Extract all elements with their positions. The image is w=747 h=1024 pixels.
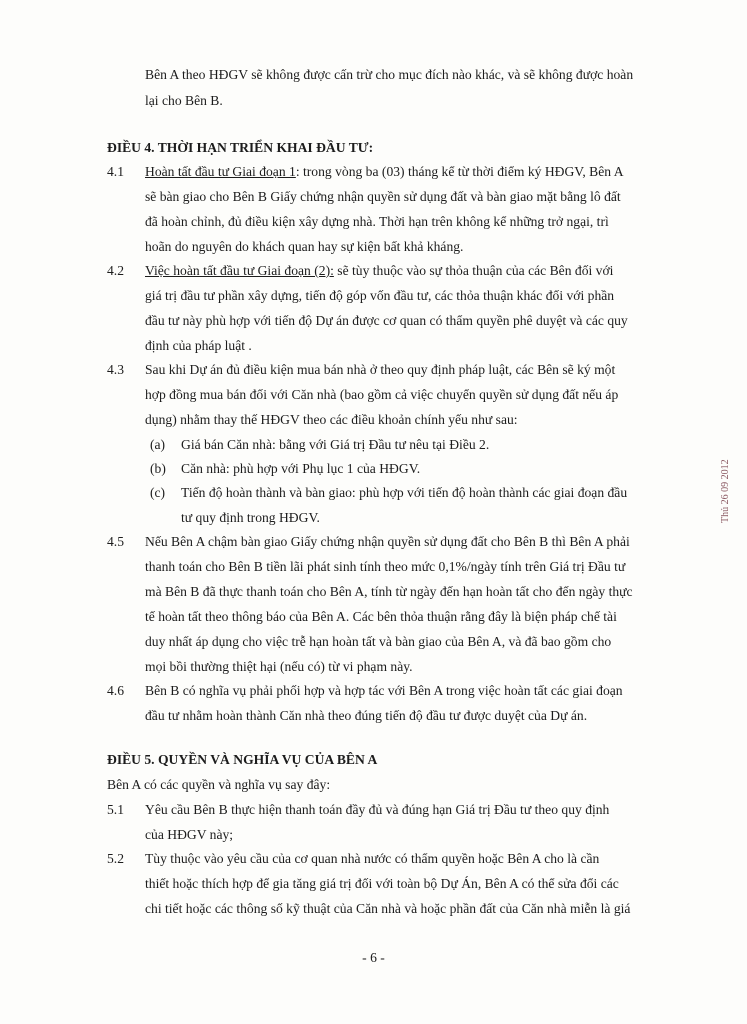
paragraph-line: Tùy thuộc vào yêu cầu của cơ quan nhà nước có thẩm quyền hoặc Bên A cho là cần: [145, 851, 600, 866]
section-text: : trong vòng ba (03) tháng kể từ thời điểm ký HĐGV, Bên A: [295, 164, 624, 179]
handwritten-margin-note: [718, 385, 738, 525]
list-item: Tiến độ hoàn thành và bàn giao: phù hợp với tiến độ hoàn thành các giai đoạn đầu: [181, 485, 628, 500]
section-number: 5.1: [107, 802, 124, 817]
paragraph-line: của HĐGV này;: [145, 827, 234, 842]
section-number: 4.1: [107, 164, 124, 179]
paragraph-line: thanh toán cho Bên B tiền lãi phát sinh tính theo mức 0,1%/ngày tính trên Giá trị Đầu tư: [145, 559, 626, 574]
paragraph-line: giá trị đầu tư phần xây dựng, tiến độ góp vốn đầu tư, các thỏa thuận khác đối với phần: [145, 288, 615, 303]
margin-note-text: Thủ 26 09 2012: [720, 459, 731, 523]
list-item: Căn nhà: phù hợp với Phụ lục 1 của HĐGV.: [181, 461, 421, 476]
item-label: (c): [150, 485, 166, 500]
paragraph-line: Nếu Bên A chậm bàn giao Giấy chứng nhận quyền sử dụng đất cho Bên B thì Bên A phải: [145, 534, 630, 549]
paragraph-line: định của pháp luật .: [145, 338, 252, 353]
list-item: tư quy định trong HĐGV.: [181, 510, 320, 525]
section-number: 4.6: [107, 683, 124, 698]
section-number: 5.2: [107, 851, 124, 866]
paragraph-line: mà Bên B đã thực thanh toán cho Bên A, tính từ ngày đến hạn hoàn tất cho đến ngày thực: [145, 584, 633, 599]
paragraph-line: lại cho Bên B.: [145, 93, 223, 108]
section-4-2-first-line: [145, 262, 613, 280]
section-number: 4.2: [107, 263, 124, 278]
section-title: Hoàn tất đầu tư Giai đoạn 1: [145, 164, 296, 179]
paragraph-line: đầu tư nhằm hoàn thành Căn nhà theo đúng tiến độ đầu tư được duyệt của Dự án.: [145, 708, 588, 723]
paragraph-line: Sau khi Dự án đủ điều kiện mua bán nhà ở theo quy định pháp luật, các Bên sẽ ký một: [145, 362, 616, 377]
paragraph-line: chi tiết hoặc các thông số kỹ thuật của Căn nhà và hoặc phần đất của Căn nhà miễn là giá: [145, 901, 631, 916]
paragraph-line: sẽ bàn giao cho Bên B Giấy chứng nhận quyền sử dụng đất và bàn giao mặt bằng lô đất: [145, 189, 621, 204]
section-4-1-first-line: [145, 163, 624, 181]
paragraph-line: duy nhất áp dụng cho việc trễ hạn hoàn tất và bàn giao của Bên A, và đã bao gồm cho: [145, 634, 612, 649]
article-4-heading: ĐIỀU 4. THỜI HẠN TRIỂN KHAI ĐẦU TƯ:: [107, 140, 374, 155]
section-number: 4.5: [107, 534, 124, 549]
paragraph-line: Bên A theo HĐGV sẽ không được cấn trừ cho mục đích nào khác, và sẽ không được hoàn: [145, 67, 634, 82]
paragraph-line: đầu tư này phù hợp với tiến độ Dự án được cơ quan có thẩm quyền phê duyệt và các quy: [145, 313, 628, 328]
item-label: (b): [150, 461, 166, 476]
paragraph-line: hoãn do nguyên do khách quan hay sự kiện bất khả kháng.: [145, 239, 464, 254]
paragraph-line: Yêu cầu Bên B thực hiện thanh toán đầy đủ và đúng hạn Giá trị Đầu tư theo quy định: [145, 802, 610, 817]
paragraph-line: mọi bồi thường thiệt hại (nếu có) từ vi phạm này.: [145, 659, 413, 674]
section-title: Việc hoàn tất đầu tư Giai đoạn (2):: [145, 263, 334, 278]
paragraph-line: thiết hoặc thích hợp để gia tăng giá trị đối với toàn bộ Dự Án, Bên A có thể sửa đổi các: [145, 876, 619, 891]
paragraph-line: Bên B có nghĩa vụ phải phối hợp và hợp tác với Bên A trong việc hoàn tất các giai đoạn: [145, 683, 623, 698]
section-number: 4.3: [107, 362, 124, 377]
article-5-heading: ĐIỀU 5. QUYỀN VÀ NGHĨA VỤ CỦA BÊN A: [107, 752, 378, 767]
paragraph-line: tế hoàn tất theo thông báo của Bên A. Các bên thỏa thuận rằng đây là biện pháp chế tài: [145, 609, 617, 624]
paragraph-line: đã hoàn chỉnh, đủ điều kiện xây dựng nhà. Thời hạn trên không kể những trở ngại, trì: [145, 214, 609, 229]
article-5-intro: Bên A có các quyền và nghĩa vụ say đây:: [107, 777, 331, 792]
paragraph-line: hợp đồng mua bán đối với Căn nhà (bao gồm cả việc chuyển quyền sử dụng đất nếu áp: [145, 387, 619, 402]
page-number: - 6 -: [362, 950, 385, 965]
paragraph-line: dụng) nhằm thay thế HĐGV theo các điều khoản chính yếu như sau:: [145, 412, 518, 427]
list-item: Giá bán Căn nhà: bằng với Giá trị Đầu tư nêu tại Điều 2.: [181, 437, 490, 452]
item-label: (a): [150, 437, 166, 452]
section-text: sẽ tùy thuộc vào sự thỏa thuận của các Bên đối với: [333, 263, 614, 278]
